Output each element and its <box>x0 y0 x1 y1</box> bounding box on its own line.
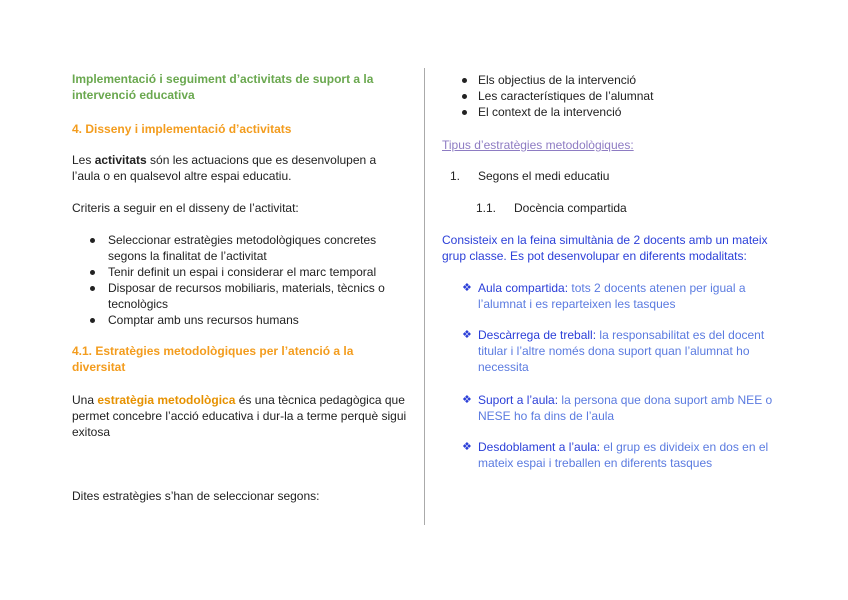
criteria-bullet: El context de la intervenció <box>442 104 778 120</box>
activitats-prefix: Les <box>72 153 95 167</box>
diamond-bullet-icon: ❖ <box>462 282 472 294</box>
modalitat-item <box>442 280 788 312</box>
estrategia-rest: és una tècnica pedagògica que permet concebre l’acció educativa i dur-la a terme perquè sigui exitosa <box>72 393 407 439</box>
modalitat-desc: la persona que dona suport amb NEE o NESE ho fa dins de l’aula <box>478 393 773 423</box>
criteri-item: Disposar de recursos mobiliaris, materials, tècnics o tecnològics <box>72 280 398 312</box>
criteri-item: Comptar amb uns recursos humans <box>72 312 408 328</box>
activitats-term: activitats <box>94 153 147 167</box>
activitats-paragraph <box>72 152 392 184</box>
modalitat-title: Suport a l’aula: <box>478 393 559 407</box>
modalitat-desc: tots 2 docents atenen per igual a l’alumnat i es reparteixen les tasques <box>478 281 746 311</box>
section-41-title: 4.1. Estratègies metodològiques per l’atenció a la diversitat <box>72 344 354 374</box>
modalitat-title: Descàrrega de treball: <box>478 328 597 342</box>
modalitat-item <box>442 327 788 375</box>
diamond-bullet-icon: ❖ <box>462 329 472 341</box>
criteri-item: Seleccionar estratègies metodològiques concretes segons la finalitat de l’activitat <box>72 232 408 264</box>
numbered-item-1-1 <box>476 200 627 216</box>
numbered-item-1 <box>450 168 609 184</box>
estrategia-prefix: Una <box>72 393 98 407</box>
modalitat-title: Desdoblament a l’aula: <box>478 440 601 454</box>
criteris-intro: Criteris a seguir en el disseny de l’activitat: <box>72 201 299 215</box>
diamond-bullet-icon: ❖ <box>462 394 472 406</box>
activitats-rest: són les actuacions que es desenvolupen a l’aula o en qualsevol altre espai educatiu. <box>72 153 377 183</box>
item-label: Docència compartida <box>514 201 627 215</box>
criteria-bullet: Els objectius de la intervenció <box>442 72 778 88</box>
dites-paragraph: Dites estratègies s’han de seleccionar segons: <box>72 489 320 503</box>
tipus-estrategies-link[interactable]: Tipus d’estratègies metodològiques: <box>442 138 634 152</box>
document-heading: Implementació i seguiment d’activitats de suport a la intervenció educativa <box>72 72 374 102</box>
item-number: 1.1. <box>476 201 497 215</box>
item-number: 1. <box>450 169 461 183</box>
modalitat-item <box>442 392 788 424</box>
estrategia-term: estratègia metodològica <box>97 393 236 407</box>
item-label: Segons el medi educatiu <box>478 169 610 183</box>
criteria-bullet: Les característiques de l’alumnat <box>442 88 778 104</box>
modalitat-item <box>442 439 788 471</box>
column-divider <box>424 68 425 525</box>
modalitat-title: Aula compartida: <box>478 281 569 295</box>
consisteix-paragraph: Consisteix en la feina simultània de 2 docents amb un mateix grup classe. Es pot desenvolupar en diferents modalitats: <box>442 233 768 263</box>
estrategia-paragraph <box>72 392 408 440</box>
section-4-title: 4. Disseny i implementació d’activitats <box>72 122 292 136</box>
diamond-bullet-icon: ❖ <box>462 441 472 453</box>
criteri-item: Tenir definit un espai i considerar el marc temporal <box>72 264 418 280</box>
modalitat-desc: el grup es divideix en dos en el mateix espai i treballen en diferents tasques <box>478 440 769 470</box>
modalitat-desc: la responsabilitat es del docent titular i l’altre només dona suport quan l’alumnat ho necessita <box>478 328 765 374</box>
